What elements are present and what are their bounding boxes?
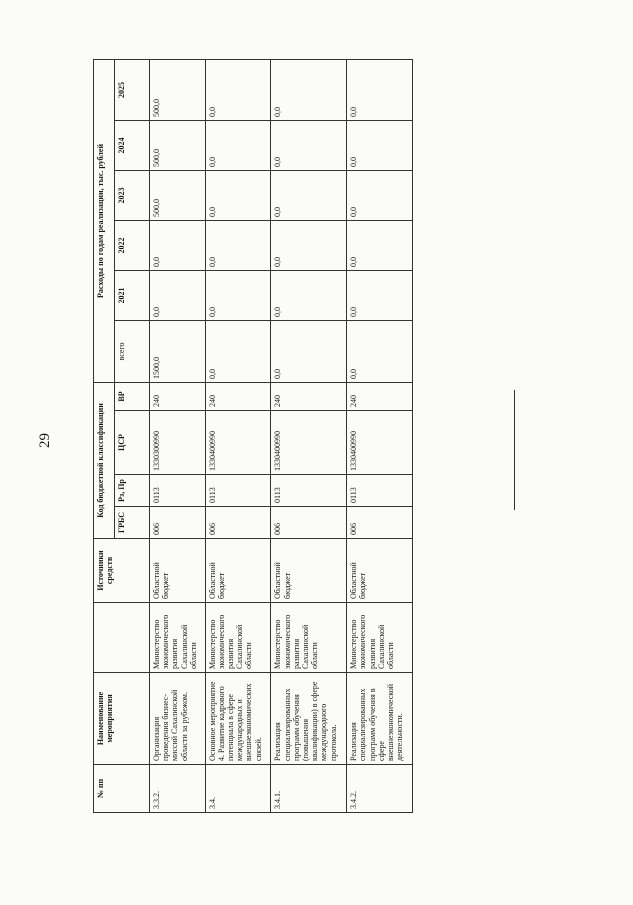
page-number: 29 [37,433,53,448]
margin-line [514,390,515,510]
row-2023: 500,0 [150,170,206,220]
row-2023: 0,0 [205,170,271,220]
row-csr: 1330400990 [271,411,347,475]
row-num: 3.4. [205,765,271,813]
row-name: Организация проведения бизнес-миссий Сахалинской области за рубежом. [150,673,206,765]
row-csr: 1330400990 [347,411,413,475]
row-2021: 0,0 [150,270,206,320]
table-row [205,59,271,812]
row-2023: 0,0 [271,170,347,220]
row-2021: 0,0 [347,270,413,320]
row-2021: 0,0 [205,270,271,320]
row-executor: Министерство экономического развития Сахалинской области [150,603,206,673]
row-rzpr: 0113 [347,475,413,507]
table-row [150,59,206,812]
row-executor: Министерство экономического развития Сахалинской области [271,603,347,673]
row-total: 1500,0 [150,320,206,382]
row-grbs: 006 [205,507,271,539]
header-2024: 2024 [115,120,150,170]
header-2022: 2022 [115,220,150,270]
row-source: Областной бюджет [271,539,347,603]
header-rzpr: Рз, Пр [115,475,150,507]
row-2022: 0,0 [205,220,271,270]
row-name: Основное мероприятие 4. Развитие кадрового потенциала в сфере международных и внешнеэкономических связей. [205,673,271,765]
row-2022: 0,0 [271,220,347,270]
row-2021: 0,0 [271,270,347,320]
row-source: Областной бюджет [205,539,271,603]
header-executor [94,603,150,673]
header-csr: ЦСР [115,411,150,475]
row-grbs: 006 [150,507,206,539]
header-grbs: ГРБС [115,507,150,539]
header-num: № пп [94,765,150,813]
row-grbs: 006 [347,507,413,539]
header-expenses: Расходы по годам реализации, тыс. рублей [94,59,115,382]
row-rzpr: 0113 [150,475,206,507]
row-2025: 0,0 [205,59,271,120]
row-grbs: 006 [271,507,347,539]
header-budget-code: Код бюджетной классификации [94,382,115,538]
table-row [271,59,347,812]
row-2022: 0,0 [347,220,413,270]
header-total: всего [115,320,150,382]
row-num: 3.4.2. [347,765,413,813]
header-source: Источники средств [94,539,150,603]
table-row [347,59,413,812]
row-executor: Министерство экономического развития Сахалинской области [347,603,413,673]
row-name: Реализация специализированных программ обучения в сфере внешнеэкономической деятельности. [347,673,413,765]
row-2022: 0,0 [150,220,206,270]
rotated-table [93,81,413,813]
row-csr: 1330300990 [150,411,206,475]
row-rzpr: 0113 [271,475,347,507]
row-vr: 240 [150,382,206,410]
row-num: 3.4.1. [271,765,347,813]
row-vr: 240 [271,382,347,410]
row-2025: 0,0 [271,59,347,120]
row-num: 3.3.2. [150,765,206,813]
row-csr: 1330400990 [205,411,271,475]
header-2025: 2025 [115,59,150,120]
row-rzpr: 0113 [205,475,271,507]
header-name: Наименование мероприятия [94,673,150,765]
row-2025: 0,0 [347,59,413,120]
header-vr: ВР [115,382,150,410]
row-vr: 240 [205,382,271,410]
row-source: Областной бюджет [150,539,206,603]
row-2025: 500,0 [150,59,206,120]
row-vr: 240 [347,382,413,410]
row-name: Реализация специализированных программ обучения (повышения квалификации) в сфере международного протокола. [271,673,347,765]
row-total: 0,0 [271,320,347,382]
row-source: Областной бюджет [347,539,413,603]
row-total: 0,0 [347,320,413,382]
row-2023: 0,0 [347,170,413,220]
header-2021: 2021 [115,270,150,320]
row-2024: 500,0 [150,120,206,170]
rotated-table-wrapper [93,81,413,813]
row-2024: 0,0 [271,120,347,170]
row-total: 0,0 [205,320,271,382]
header-2023: 2023 [115,170,150,220]
row-2024: 0,0 [347,120,413,170]
row-2024: 0,0 [205,120,271,170]
row-executor: Министерство экономического развития Сахалинской области [205,603,271,673]
expenses-table [93,59,413,813]
